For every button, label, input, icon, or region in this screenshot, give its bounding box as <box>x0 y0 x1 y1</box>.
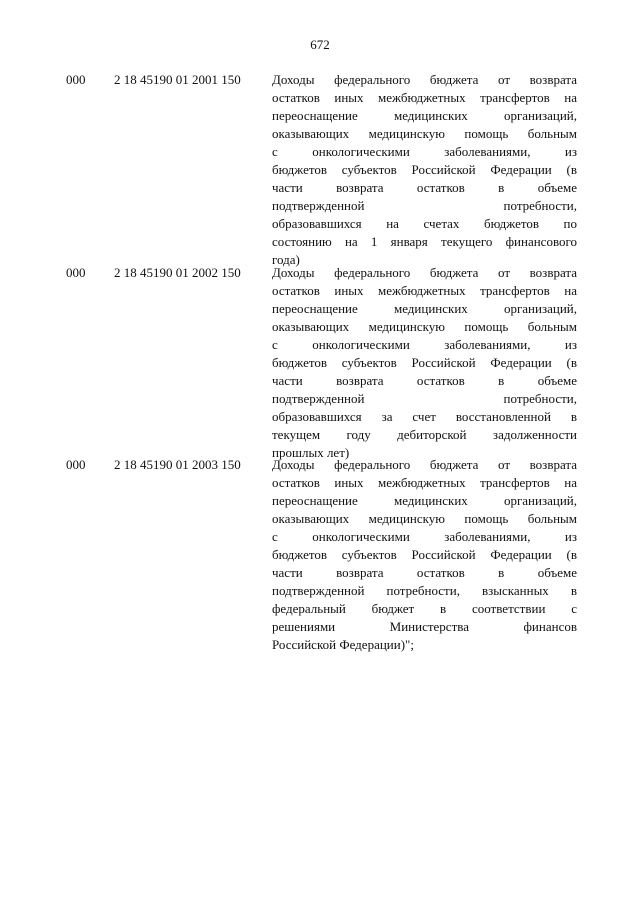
description-line: образовавшихся за счет восстановленной в <box>272 409 577 425</box>
kbk-code: 2 18 45190 01 2002 150 <box>114 265 241 280</box>
description-line: бюджетов субъектов Российской Федерации (в <box>272 162 577 178</box>
description-line: оказывающих медицинскую помощь больным <box>272 511 577 527</box>
admin-code: 000 <box>66 265 86 280</box>
page-number: 672 <box>310 37 330 52</box>
entry-description <box>272 456 577 655</box>
description-line: подтвержденной потребности, взысканных в <box>272 583 577 599</box>
kbk-code: 2 18 45190 01 2001 150 <box>114 72 241 87</box>
description-line: Доходы федерального бюджета от возврата <box>272 72 577 87</box>
description-line: переоснащение медицинских организаций, <box>272 493 577 509</box>
kbk-code: 2 18 45190 01 2003 150 <box>114 457 241 472</box>
entry-description <box>272 71 577 270</box>
admin-code: 000 <box>66 457 86 472</box>
description-line: оказывающих медицинскую помощь больным <box>272 126 577 142</box>
description-line: решениями Министерства финансов <box>272 619 577 635</box>
admin-code: 000 <box>66 72 86 87</box>
description-line: бюджетов субъектов Российской Федерации (в <box>272 547 577 563</box>
description-line: с онкологическими заболеваниями, из <box>272 144 577 160</box>
description-line: переоснащение медицинских организаций, <box>272 301 577 317</box>
description-line: части возврата остатков в объеме <box>272 373 577 389</box>
description-line: бюджетов субъектов Российской Федерации (в <box>272 355 577 371</box>
description-line: Доходы федерального бюджета от возврата <box>272 457 577 472</box>
description-line: прошлых лет) <box>272 445 350 461</box>
description-line: остатков иных межбюджетных трансфертов на <box>272 283 577 299</box>
description-line: переоснащение медицинских организаций, <box>272 108 577 124</box>
description-line: федеральный бюджет в соответствии с <box>272 601 577 617</box>
description-line: подтвержденной потребности, <box>272 391 577 407</box>
description-line: части возврата остатков в объеме <box>272 180 577 196</box>
description-line: оказывающих медицинскую помощь больным <box>272 319 577 335</box>
description-line: с онкологическими заболеваниями, из <box>272 529 577 545</box>
description-line: образовавшихся на счетах бюджетов по <box>272 216 577 232</box>
description-line: части возврата остатков в объеме <box>272 565 577 581</box>
description-line: с онкологическими заболеваниями, из <box>272 337 577 353</box>
description-line: остатков иных межбюджетных трансфертов на <box>272 475 577 491</box>
description-line: текущем году дебиторской задолженности <box>272 427 577 443</box>
entry-description <box>272 264 577 463</box>
description-line: состоянию на 1 января текущего финансового <box>272 234 577 250</box>
description-line: остатков иных межбюджетных трансфертов на <box>272 90 577 106</box>
description-line: года) <box>272 252 300 268</box>
description-line: подтвержденной потребности, <box>272 198 577 214</box>
description-line: Российской Федерации)"; <box>272 637 414 653</box>
description-line: Доходы федерального бюджета от возврата <box>272 265 577 280</box>
